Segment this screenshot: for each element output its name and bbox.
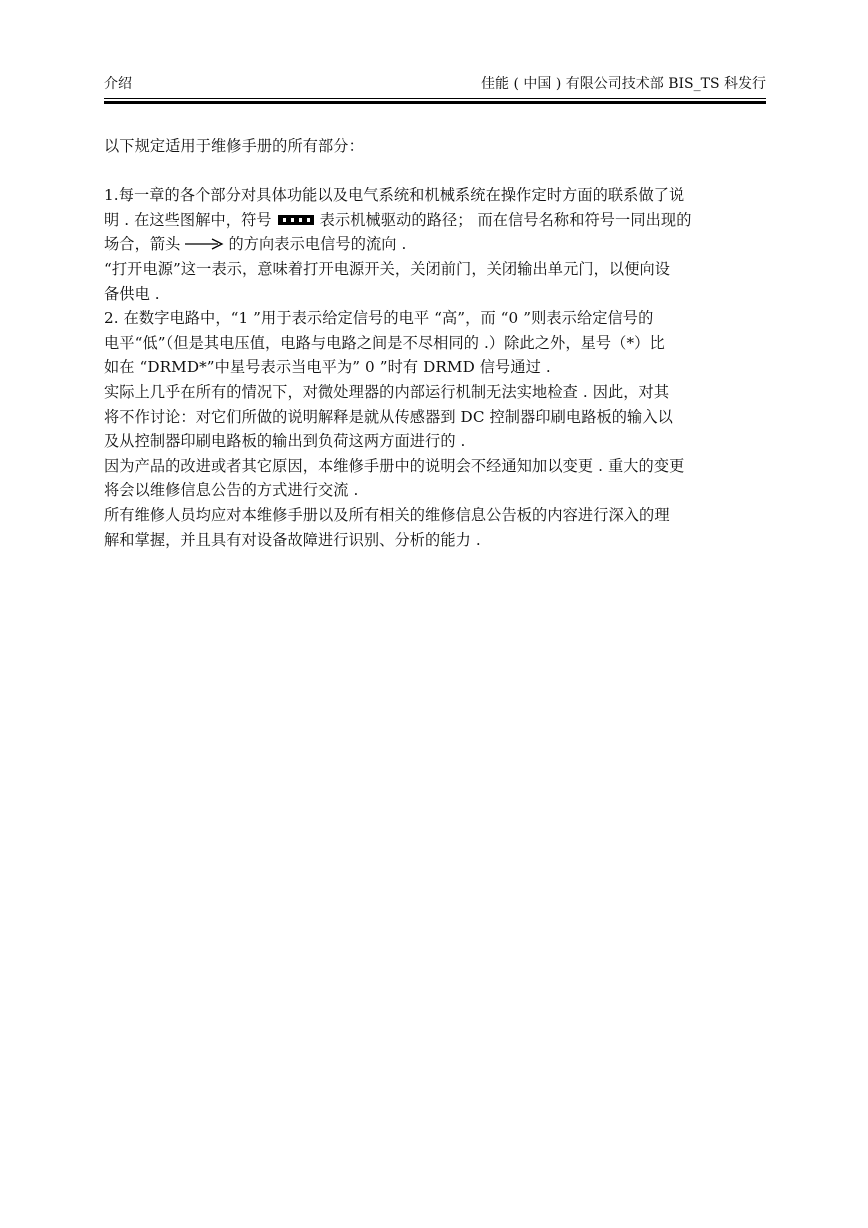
- blank-line: [104, 159, 766, 184]
- mechanical-drive-path-icon: [278, 215, 314, 225]
- text-fragment: 的方向表示电信号的流向 .: [228, 235, 407, 254]
- header-publisher: 佳能 ( 中国 ) 有限公司技术部 BIS_TS 科发行: [481, 76, 766, 92]
- text-line: 备供电 .: [104, 284, 160, 303]
- header-section-title: 介绍: [104, 76, 132, 92]
- text-line: 如在 “DRMD*”中星号表示当电平为” 0 ”时有 DRMD 信号通过 .: [104, 358, 551, 377]
- text-line: 将会以维修信息公告的方式进行交流 .: [104, 481, 359, 500]
- document-body: [104, 134, 766, 552]
- signal-arrow-icon: [184, 238, 224, 250]
- text-line-with-symbol: [104, 208, 766, 233]
- header-rule-thick: [104, 101, 766, 104]
- text-line: 所有维修人员均应对本维修手册以及所有相关的维修信息公告板的内容进行深入的理: [104, 505, 670, 524]
- intro-line: 以下规定适用于维修手册的所有部分：: [104, 137, 364, 155]
- text-line-with-arrow: [104, 232, 766, 257]
- page-header: [104, 74, 766, 94]
- text-line: 1.每一章的各个部分对具体功能以及电气系统和机械系统在操作定时方面的联系做了说: [104, 186, 685, 205]
- header-rule-thin: [104, 98, 766, 99]
- text-line: 将不作讨论：对它们所做的说明解释是就从传感器到 DC 控制器印刷电路板的输入以: [104, 407, 673, 426]
- text-line: 因为产品的改进或者其它原因，本维修手册中的说明会不经通知加以变更 . 重大的变更: [104, 456, 685, 475]
- text-line: 解和掌握，并且具有对设备故障进行识别、分析的能力 .: [104, 530, 481, 549]
- text-fragment: 场合，箭头: [104, 235, 181, 254]
- text-line: 2. 在数字电路中，“1 ”用于表示给定信号的电平 “高”，而 “0 ”则表示给定信号的: [104, 309, 654, 328]
- text-fragment: 表示机械驱动的路径； 而在信号名称和符号一同出现的: [319, 210, 692, 229]
- text-line: 实际上几乎在所有的情况下，对微处理器的内部运行机制无法实地检查 . 因此，对其: [104, 382, 670, 401]
- text-fragment: 明 . 在这些图解中，符号: [104, 210, 272, 229]
- text-line: 及从控制器印刷电路板的输出到负荷这两方面进行的 .: [104, 432, 466, 451]
- text-line: “打开电源”这一表示，意味着打开电源开关，关闭前门，关闭输出单元门，以便向设: [104, 259, 671, 278]
- text-line: 电平“低”（但是其电压值，电路与电路之间是不尽相同的 .）除此之外，星号（*）比: [104, 333, 665, 352]
